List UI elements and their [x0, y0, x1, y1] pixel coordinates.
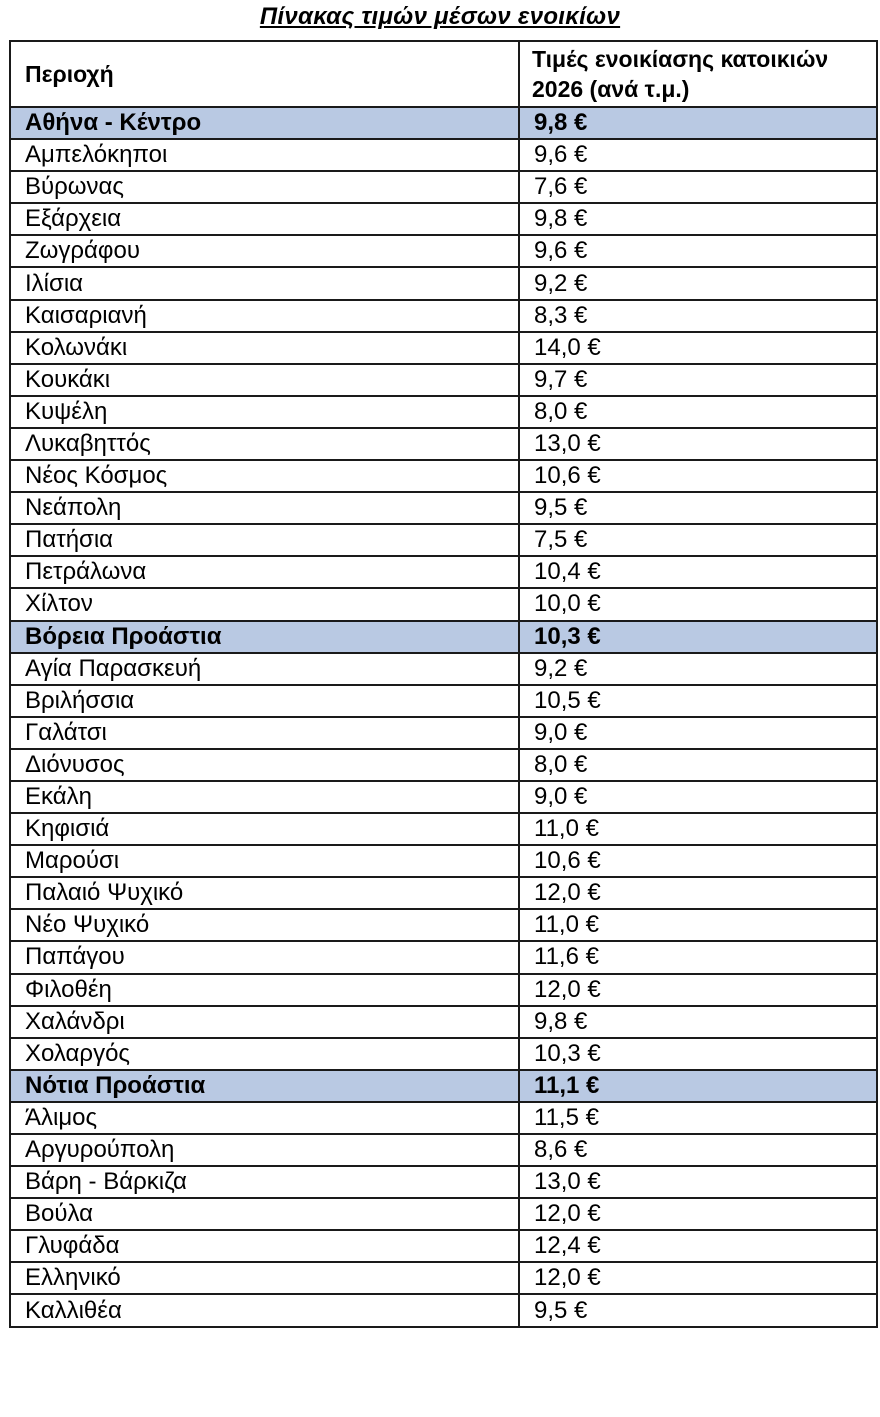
table-row: [10, 139, 877, 171]
price-cell: 11,5 €: [519, 1102, 877, 1134]
table-row: [10, 1134, 877, 1166]
region-name-cell: Αθήνα - Κέντρο: [10, 107, 519, 139]
area-name-cell: Καλλιθέα: [10, 1294, 519, 1326]
area-name-cell: Χίλτον: [10, 588, 519, 620]
price-cell: 9,2 €: [519, 267, 877, 299]
area-name-cell: Διόνυσος: [10, 749, 519, 781]
price-cell: 8,0 €: [519, 749, 877, 781]
price-cell: 10,6 €: [519, 460, 877, 492]
region-name-cell: Βόρεια Προάστια: [10, 621, 519, 653]
price-cell: 10,3 €: [519, 1038, 877, 1070]
area-name-cell: Μαρούσι: [10, 845, 519, 877]
area-name-cell: Γλυφάδα: [10, 1230, 519, 1262]
price-cell: 9,0 €: [519, 781, 877, 813]
table-row: [10, 909, 877, 941]
price-cell: 13,0 €: [519, 1166, 877, 1198]
price-cell: 9,8 €: [519, 1006, 877, 1038]
table-row: [10, 717, 877, 749]
price-cell: 12,0 €: [519, 877, 877, 909]
area-name-cell: Άλιμος: [10, 1102, 519, 1134]
area-name-cell: Βύρωνας: [10, 171, 519, 203]
area-name-cell: Πετράλωνα: [10, 556, 519, 588]
price-cell: 10,6 €: [519, 845, 877, 877]
price-cell: 9,5 €: [519, 492, 877, 524]
table-row: [10, 1262, 877, 1294]
region-name-cell: Νότια Προάστια: [10, 1070, 519, 1102]
area-name-cell: Πατήσια: [10, 524, 519, 556]
area-name-cell: Κηφισιά: [10, 813, 519, 845]
price-cell: 8,0 €: [519, 396, 877, 428]
table-row: [10, 428, 877, 460]
area-name-cell: Εξάρχεια: [10, 203, 519, 235]
area-name-cell: Κυψέλη: [10, 396, 519, 428]
table-row: [10, 845, 877, 877]
table-row: [10, 1198, 877, 1230]
table-row: [10, 556, 877, 588]
area-name-cell: Νεάπολη: [10, 492, 519, 524]
table-row: [10, 877, 877, 909]
table-row: [10, 1294, 877, 1326]
price-cell: 14,0 €: [519, 332, 877, 364]
region-price-cell: 10,3 €: [519, 621, 877, 653]
price-cell: 10,0 €: [519, 588, 877, 620]
area-name-cell: Βούλα: [10, 1198, 519, 1230]
table-row: [10, 1102, 877, 1134]
table-row: [10, 1006, 877, 1038]
table-row: [10, 460, 877, 492]
price-cell: 12,4 €: [519, 1230, 877, 1262]
area-name-cell: Ζωγράφου: [10, 235, 519, 267]
header-area: Περιοχή: [10, 41, 519, 107]
price-cell: 13,0 €: [519, 428, 877, 460]
table-header-row: [10, 41, 877, 107]
table-row: [10, 1038, 877, 1070]
table-row: [10, 171, 877, 203]
table-row: [10, 492, 877, 524]
table-row: [10, 396, 877, 428]
price-cell: 7,5 €: [519, 524, 877, 556]
region-price-cell: 9,8 €: [519, 107, 877, 139]
region-row: [10, 621, 877, 653]
document-title: Πίνακας τιμών μέσων ενοικίων: [259, 3, 621, 30]
price-cell: 7,6 €: [519, 171, 877, 203]
area-name-cell: Χολαργός: [10, 1038, 519, 1070]
table-row: [10, 364, 877, 396]
price-cell: 12,0 €: [519, 974, 877, 1006]
price-cell: 10,5 €: [519, 685, 877, 717]
table-row: [10, 267, 877, 299]
area-name-cell: Ιλίσια: [10, 267, 519, 299]
price-cell: 9,7 €: [519, 364, 877, 396]
area-name-cell: Παλαιό Ψυχικό: [10, 877, 519, 909]
area-name-cell: Παπάγου: [10, 941, 519, 973]
area-name-cell: Βάρη - Βάρκιζα: [10, 1166, 519, 1198]
table-row: [10, 685, 877, 717]
area-name-cell: Καισαριανή: [10, 300, 519, 332]
table-row: [10, 300, 877, 332]
price-cell: 9,5 €: [519, 1294, 877, 1326]
price-cell: 8,3 €: [519, 300, 877, 332]
region-price-cell: 11,1 €: [519, 1070, 877, 1102]
area-name-cell: Χαλάνδρι: [10, 1006, 519, 1038]
area-name-cell: Λυκαβηττός: [10, 428, 519, 460]
price-cell: 9,8 €: [519, 203, 877, 235]
area-name-cell: Νέος Κόσμος: [10, 460, 519, 492]
price-cell: 10,4 €: [519, 556, 877, 588]
table-row: [10, 653, 877, 685]
table-row: [10, 235, 877, 267]
price-cell: 9,0 €: [519, 717, 877, 749]
area-name-cell: Γαλάτσι: [10, 717, 519, 749]
area-name-cell: Αγία Παρασκευή: [10, 653, 519, 685]
table-row: [10, 524, 877, 556]
price-cell: 9,2 €: [519, 653, 877, 685]
table-row: [10, 203, 877, 235]
price-cell: 11,6 €: [519, 941, 877, 973]
table-row: [10, 1166, 877, 1198]
table-row: [10, 781, 877, 813]
area-name-cell: Κολωνάκι: [10, 332, 519, 364]
header-price: Τιμές ενοικίασης κατοικιών 2026 (ανά τ.μ.): [519, 41, 877, 107]
price-cell: 11,0 €: [519, 909, 877, 941]
area-name-cell: Αμπελόκηποι: [10, 139, 519, 171]
price-cell: 9,6 €: [519, 139, 877, 171]
price-cell: 9,6 €: [519, 235, 877, 267]
table-row: [10, 332, 877, 364]
price-cell: 8,6 €: [519, 1134, 877, 1166]
price-cell: 11,0 €: [519, 813, 877, 845]
price-cell: 12,0 €: [519, 1262, 877, 1294]
region-row: [10, 1070, 877, 1102]
area-name-cell: Κουκάκι: [10, 364, 519, 396]
region-row: [10, 107, 877, 139]
table-row: [10, 974, 877, 1006]
area-name-cell: Φιλοθέη: [10, 974, 519, 1006]
table-body: [10, 107, 877, 1327]
price-cell: 12,0 €: [519, 1198, 877, 1230]
rent-price-table: [9, 40, 878, 1328]
table-row: [10, 941, 877, 973]
area-name-cell: Αργυρούπολη: [10, 1134, 519, 1166]
area-name-cell: Βριλήσσια: [10, 685, 519, 717]
area-name-cell: Ελληνικό: [10, 1262, 519, 1294]
table-row: [10, 749, 877, 781]
area-name-cell: Εκάλη: [10, 781, 519, 813]
table-row: [10, 588, 877, 620]
table-row: [10, 813, 877, 845]
area-name-cell: Νέο Ψυχικό: [10, 909, 519, 941]
table-row: [10, 1230, 877, 1262]
